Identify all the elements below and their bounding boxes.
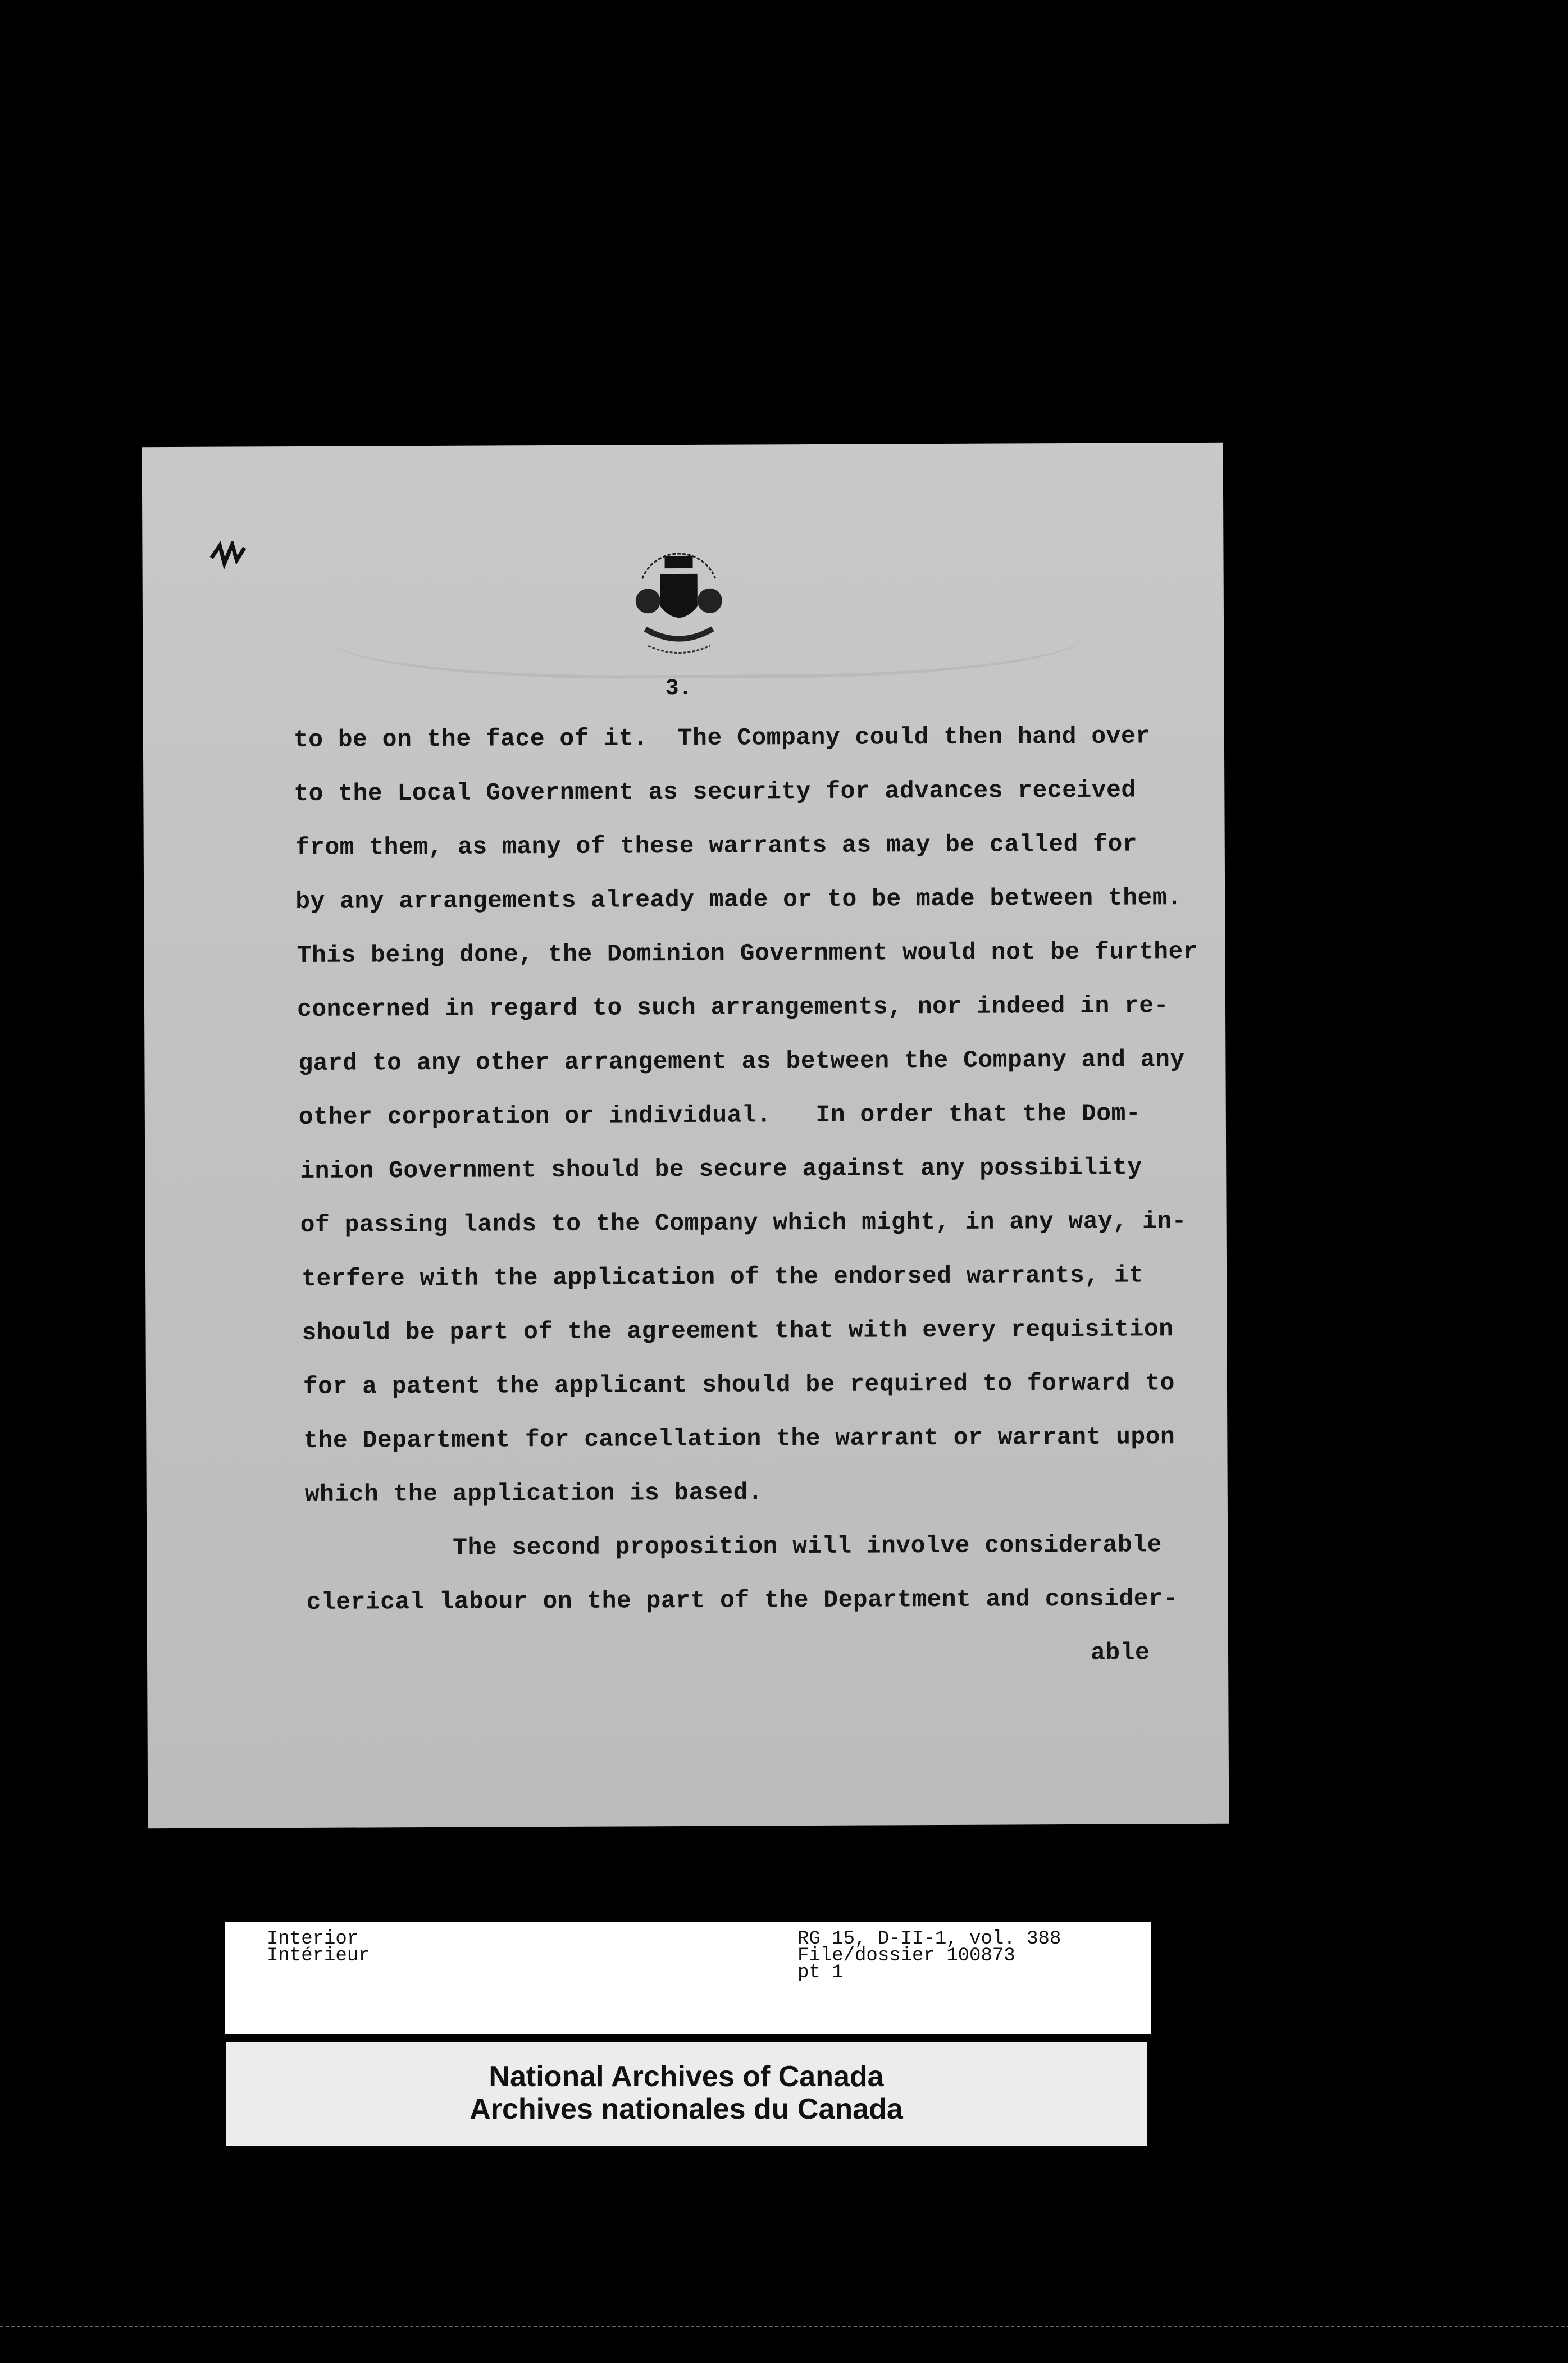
department-fr: Intérieur <box>267 1945 370 1967</box>
body-line: The second proposition will involve considerable <box>305 1531 1162 1562</box>
scan-edge-line <box>0 2326 1568 2327</box>
reference-line-3: pt 1 <box>797 1962 844 1983</box>
body-line: to be on the face of it. The Company could then hand over <box>293 722 1151 754</box>
pencil-mark <box>208 541 248 570</box>
body-line: to the Local Government as security for advances received <box>294 776 1136 808</box>
body-line: gard to any other arrangement as between the Company and any <box>298 1046 1185 1078</box>
body-line: clerical labour on the part of the Department and consider- <box>306 1585 1178 1616</box>
body-line: from them, as many of these warrants as may be called for <box>295 830 1138 862</box>
body-line: by any arrangements already made or to be made between them. <box>295 884 1182 916</box>
reference-line-2: File/dossier 100873 <box>797 1945 1015 1967</box>
catchword: able <box>1090 1639 1150 1667</box>
body-line: concerned in regard to such arrangements, nor indeed in re- <box>297 992 1169 1024</box>
archive-reference-label <box>225 1922 1151 2034</box>
archives-banner <box>226 2042 1147 2146</box>
body-line: for a patent the applicant should be required to forward to <box>303 1369 1175 1401</box>
body-line: which the application is based. <box>304 1479 763 1508</box>
body-line: of passing lands to the Company which might, in any way, in- <box>300 1207 1187 1239</box>
document-page <box>142 443 1229 1828</box>
page-number: 3. <box>665 676 692 702</box>
body-line: other corporation or individual. In order that the Dom- <box>298 1100 1141 1132</box>
body-line: should be part of the agreement that with every requisition <box>302 1315 1174 1347</box>
body-line: the Department for cancellation the warrant or warrant upon <box>303 1423 1175 1454</box>
department-en: Interior <box>267 1928 359 1950</box>
archives-name-en: National Archives of Canada <box>489 2060 884 2093</box>
department-seal-icon <box>625 539 732 658</box>
body-line: This being done, the Dominion Government would not be further <box>297 938 1198 970</box>
body-line: terfere with the application of the endorsed warrants, it <box>302 1261 1144 1293</box>
archives-name-fr: Archives nationales du Canada <box>470 2093 903 2125</box>
body-line: inion Government should be secure against any possibility <box>300 1153 1142 1185</box>
reference-line-1: RG 15, D-II-1, vol. 388 <box>797 1928 1061 1950</box>
